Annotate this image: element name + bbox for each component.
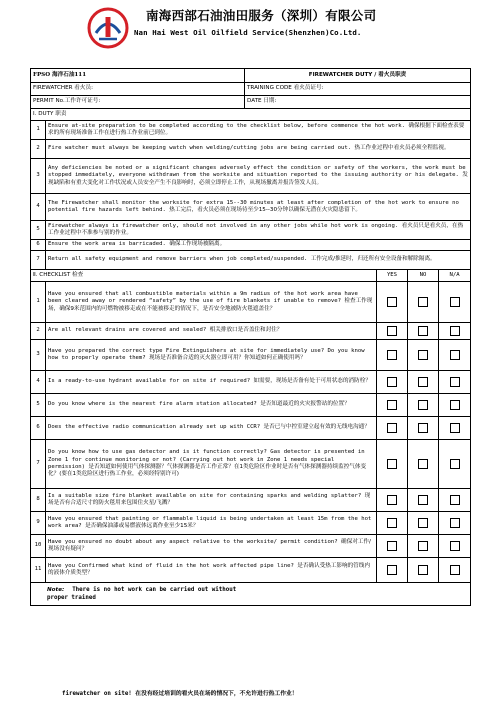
check-text-cn: 是否知道如何使用气体探测器？气体探测器是否工作正常？在1类危险区作业时是否有气体探测器持续监控气体变化？(要在1类危险区进行热工作业，必须经特别许可) [48,464,367,478]
na-checkbox[interactable] [450,459,460,469]
check-text-cn: 现场是否准备合适的灭火器立即可用？你知道如何正确使用吗？ [149,355,306,361]
checklist-item: 1 Have you ensured that all combustible materials within a 9m radius of the hot work area have been cleared away or rendered “safety” by the use of fire blankets if unable to remove? 检查工作现场，确保9米范围内的可燃物被移走或在不能被移走的情况下，是否安全地被防火毯遮盖住？ [31,282,471,323]
na-checkbox[interactable] [450,350,460,360]
duty-item: 1 Ensure at-site preparation to be completed according to the checklist below, before commence the hot work. 确保根据下面检查表要求的所有现场准备工作在进行热工作业前已到位。 [31,121,471,140]
yes-checkbox[interactable] [387,495,397,505]
duty-text-cn: 确保工作现场被隔离。 [169,241,226,248]
checklist-item: 5 Do you know where is the nearest fire alarm station allocated? 是否知道最近的火灾报警站的位置？ [31,394,471,417]
duty-item: 6 Ensure the work area is barricaded. 确保工作现场被隔离。 [31,240,471,251]
note-text-line1: There is no hot work can be carried out without proper trained [47,586,237,601]
check-text-en: Is a ready-to-use hydrant available for on site if required? [48,378,251,385]
na-checkbox[interactable] [450,377,460,387]
na-checkbox[interactable] [450,541,460,551]
yes-checkbox[interactable] [387,297,397,307]
checklist-item: 6 Does the effective radio communication already set up with CCR? 是否已与中控室建立起有效的无线电沟通？ [31,417,471,440]
duty-text-cn: 工作完成/推延时，归还所有安全设备和解除隔离。 [310,256,436,263]
duty-text-cn: 发现缺陷和有重大变化对工作状况或人员安全产生不良影响时，必须立即停止工作，从现场撤离并报告签发人员。 [48,172,468,186]
na-checkbox[interactable] [450,565,460,575]
check-text-cn: 是否确认受热工影响的管线内的液体介质类型？ [48,562,370,576]
na-checkbox[interactable] [450,400,460,410]
duty-text-en: The Firewatcher shall monitor the worksite for extra 15--30 minutes at least after completion of the hot work to ensure no potential fire hazards left behind. [48,199,459,213]
duty-text-en: Ensure at-site preparation to be completed according to the checklist below, before commence the hot work. [48,122,405,129]
yes-checkbox[interactable] [387,541,397,551]
check-text-cn: 现场是否有合适尺寸的防火毯用来包围住火星/飞溅？ [48,492,371,506]
duty-text-en: Firewatcher always is firewatcher only, should not involved in any other jobs while hot work is ongoing. [48,222,399,229]
check-text-en: Have you prepared the correct type Fire Extinguishers at site for immediately use? Do you know how to properly operate them? [48,347,365,361]
check-text-en: Do you know how to use gas detector and is it function correctly? Gas detector is presented in Zone 1 for continue monitoring or not? (Carrying out hot work in Zone 1 needs special permission) [48,449,365,470]
duty-item: 7 Return all safety equipment and remove barriers when job completed/suspended. 工作完成/推延时，归还所有安全设备和解除隔离。 [31,251,471,270]
yes-checkbox[interactable] [387,565,397,575]
check-text-cn: 确保对工作/现场没有疑问？ [48,538,371,552]
firewatcher-field[interactable]: FIREWATCHER 看火员: [31,83,245,96]
checklist-item: 3 Have you prepared the correct type Fire Extinguishers at site for immediately use? Do you know how to properly operate them? 现场是否准备合适的灭火器立即可用？你知道如何正确使用吗？ [31,340,471,371]
check-text-cn: 是否知道最近的火灾报警站的位置？ [260,401,350,408]
checklist-item: 10 Have you ensured no doubt about any aspect relative to the worksite/ permit condition? 确保对工作/现场没有疑问？ [31,535,471,558]
duty-section-header: Ⅰ. DUTY 职责 [31,109,471,121]
check-text-cn: 是否已与中控室建立起有效的无线电沟通？ [263,424,370,431]
duty-text-en: Fire watcher must always be keeping watch when welding/cutting jobs are being carried out. [48,145,352,152]
no-checkbox[interactable] [418,400,428,410]
yes-checkbox[interactable] [387,350,397,360]
form-field-row [31,96,471,109]
no-checkbox[interactable] [418,297,428,307]
yes-checkbox[interactable] [387,400,397,410]
letterhead [0,0,496,62]
duty-item: 4 The Firewatcher shall monitor the worksite for extra 15--30 minutes at least after completion of the hot work to ensure no potential fire hazards left behind. 热工完后，看火员必须在现场待至少15--30分钟以确保无潜在火灾隐患留下。 [31,194,471,221]
no-checkbox[interactable] [418,495,428,505]
checklist-section-header: Ⅱ. CHECKLIST 检查 YES NO N/A [31,270,471,282]
permit-no-field[interactable]: PERMIT No.工作许可证号: [31,96,245,109]
checklist-item: 9 Have you ensured that painting or flammable liquid is being undertaken at least 15m from the hot work area? 是否确保油漆或易燃液体远离作业至少15米？ [31,512,471,535]
duty-item: 5 Firewatcher always is firewatcher only, should not involved in any other jobs while hot work is ongoing. 看火员只是看火员，在热工作业过程中不准参与别的作业。 [31,221,471,240]
na-checkbox[interactable] [450,495,460,505]
check-text-en: Is a suitable size fire blanket available on site for containing sparks and welding splatter? [48,492,362,499]
note-row [31,583,471,606]
no-checkbox[interactable] [418,377,428,387]
yes-checkbox[interactable] [387,423,397,433]
na-checkbox[interactable] [450,423,460,433]
duty-text-en: Ensure the work area is barricaded. [48,241,166,248]
duty-text-en: Any deficiencies be noted or a significant changes adversely effect the condition or safety of the workers, the work must be stopped immediately, everyone withdrawn from the worksite and situation reported to the issuing authority or his delegate. [48,164,466,179]
col-no: NO [408,270,439,282]
duty-text-cn: 热工完后，看火员必须在现场待至少15--30分钟以确保无潜在火灾隐患留下。 [169,207,361,213]
company-name-cn: 南海西部石油油田服务（深圳）有限公司 [146,8,377,23]
note-label: Note: [47,586,65,593]
check-text-en: Does the effective radio communication already set up with CCR? [48,424,261,431]
company-name-en: Nan Hai West Oil Oilfield Service(Shenzhen)Co.Ltd. [134,28,362,37]
no-checkbox[interactable] [418,423,428,433]
check-text-cn: 是否确保油漆或易燃液体远离作业至少15米？ [85,523,199,529]
yes-checkbox[interactable] [387,326,397,336]
na-checkbox[interactable] [450,518,460,528]
no-checkbox[interactable] [418,518,428,528]
checklist-item: 7 Do you know how to use gas detector and is it function correctly? Gas detector is presented in Zone 1 for continue monitoring or not? (Carrying out hot work in Zone 1 needs special permission) 是否知道如何使用气体探测器？气体探测器是否工作正常？在1类危险区作业时是否有气体探测器持续监控气体变化？(要在1类危险区进行热工作业，必须经特别许可) [31,440,471,489]
col-yes: YES [377,270,408,282]
yes-checkbox[interactable] [387,518,397,528]
no-checkbox[interactable] [418,459,428,469]
na-checkbox[interactable] [450,326,460,336]
no-checkbox[interactable] [418,350,428,360]
checklist-item: 2 Are all relevant drains are covered and sealed? 相关排放口是否盖住和封住？ [31,323,471,340]
yes-checkbox[interactable] [387,459,397,469]
na-checkbox[interactable] [450,297,460,307]
note-text-line2: firewatcher on site! 在没有经过培训的看火员在场的情况下，不允许进行热工作业！ [62,691,298,697]
check-text-en: Have you Confirmed what kind of fluid in the hot work affected pipe line? [48,562,294,569]
vessel-name: FPSO 海洋石油111 [31,69,245,83]
duty-text-cn: 热工作业过程中看火员必须全程监视。 [354,145,450,152]
check-text-en: Have you ensured no doubt about any aspect relative to the worksite/ permit condition? [48,538,338,545]
check-text-cn: 检查工作现场，确保9米范围内的可燃物被移走或在不能被移走的情况下，是否安全地被防火毯遮盖住？ [48,298,373,312]
company-logo-icon [86,6,130,50]
doc-title: FIREWATCHER DUTY / 看火员职责 [245,69,471,83]
no-checkbox[interactable] [418,565,428,575]
form-field-row [31,83,471,96]
no-checkbox[interactable] [418,541,428,551]
date-field[interactable]: DATE 日期: [245,96,471,109]
duty-text-cn: 确保根据下面检查表要求的所有现场准备工作在进行热工作业前已到位。 [48,122,465,136]
yes-checkbox[interactable] [387,377,397,387]
checklist-item: 4 Is a ready-to-use hydrant available for on site if required? 如需要，现场是否备有处于可用状态的消防栓？ [31,371,471,394]
check-text-en: Have you ensured that all combustible materials within a 9m radius of the hot work area have been cleared away or rendered “safety” by the use of fire blankets if unable to remove? [48,290,358,305]
duty-text-en: Return all safety equipment and remove barriers when job completed/suspended. [48,256,308,263]
duty-item: 3 Any deficiencies be noted or a significant changes adversely effect the condition or safety of the workers, the work must be stopped immediately, everyone withdrawn from the worksite and situation reported to the issuing authority or his delegate. 发现缺陷和有重大变化对工作状况或人员安全产生不良影响时，必须立即停止工作，从现场撤离并报告签发人员。 [31,159,471,194]
check-text-en: Do you know where is the nearest fire alarm station allocated? [48,401,257,408]
check-text-en: Are all relevant drains are covered and sealed? [48,327,207,334]
firewatcher-duty-form [30,68,471,606]
check-text-cn: 如需要，现场是否备有处于可用状态的消防栓？ [253,378,371,385]
check-text-cn: 相关排放口是否盖住和封住？ [209,327,283,334]
training-code-field[interactable]: TRAINING CODE 看火员证号: [245,83,471,96]
duty-item: 2 Fire watcher must always be keeping watch when welding/cutting jobs are being carried out. 热工作业过程中看火员必须全程监视。 [31,140,471,159]
title-bar [31,69,471,83]
col-na: N/A [439,270,471,282]
no-checkbox[interactable] [418,326,428,336]
duty-text-cn: 看火员只是看火员，在热工作业过程中不准参与别的作业。 [48,222,464,236]
checklist-item: 8 Is a suitable size fire blanket available on site for containing sparks and welding splatter? 现场是否有合适尺寸的防火毯用来包围住火星/飞溅？ [31,489,471,512]
check-text-en: Have you ensured that painting or flammable liquid is being undertaken at least 15m from the hot work area? [48,515,372,529]
checklist-item: 11 Have you Confirmed what kind of fluid in the hot work affected pipe line? 是否确认受热工影响的管线内的液体介质类型？ [31,558,471,583]
